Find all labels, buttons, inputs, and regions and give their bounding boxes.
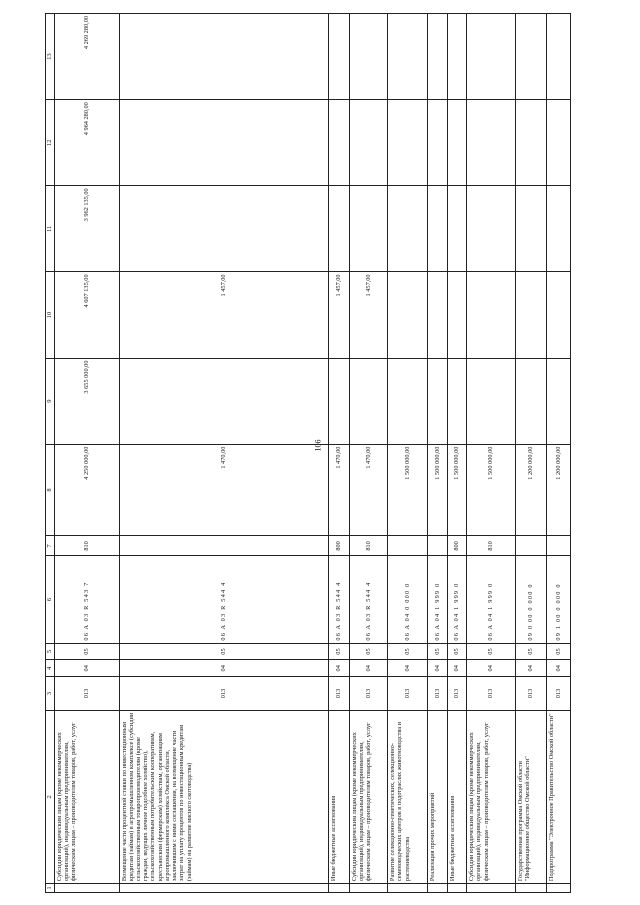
column-header-10: 10 bbox=[46, 272, 55, 358]
row-spacer-cell bbox=[119, 884, 328, 893]
target-article: 09 1 00 0 000 0 bbox=[547, 556, 571, 643]
amount-col8: 1 500 000,00 bbox=[388, 444, 427, 536]
table-row bbox=[447, 14, 466, 893]
amount-col10: 4 607 135,00 bbox=[55, 272, 120, 358]
admin-code: 013 bbox=[328, 677, 350, 711]
amount-col11 bbox=[427, 186, 447, 272]
admin-code: 013 bbox=[388, 677, 427, 711]
table-row bbox=[119, 14, 328, 893]
column-header-1: 1 bbox=[46, 884, 55, 893]
subsection: 05 bbox=[516, 643, 547, 660]
amount-col9 bbox=[427, 358, 447, 444]
subsection: 05 bbox=[328, 643, 350, 660]
amount-col12 bbox=[350, 100, 388, 186]
column-header-11: 11 bbox=[46, 186, 55, 272]
column-header-12: 12 bbox=[46, 100, 55, 186]
amount-col11 bbox=[516, 186, 547, 272]
subsection: 05 bbox=[547, 643, 571, 660]
column-header-8: 8 bbox=[46, 444, 55, 536]
expense-type bbox=[119, 536, 328, 556]
subsection: 05 bbox=[388, 643, 427, 660]
row-name: Иные бюджетные ассигнования bbox=[447, 710, 466, 883]
section: 04 bbox=[388, 660, 427, 677]
amount-col9 bbox=[547, 358, 571, 444]
amount-col12: 4 964 280,00 bbox=[55, 100, 120, 186]
row-name: Реализация прочих мероприятий bbox=[427, 710, 447, 883]
target-article: 09 0 00 0 000 0 bbox=[516, 556, 547, 643]
amount-col13 bbox=[427, 14, 447, 100]
amount-col13 bbox=[350, 14, 388, 100]
expense-type: 810 bbox=[55, 536, 120, 556]
amount-col10: 1 457,00 bbox=[119, 272, 328, 358]
amount-col8: 1 200 000,00 bbox=[547, 444, 571, 536]
amount-col11 bbox=[328, 186, 350, 272]
amount-col13 bbox=[447, 14, 466, 100]
row-name: Субсидии юридическим лицам (кроме некоммерческих организаций), индивидуальным предпринимателям, физическим лицам – производителям товаров, работ, услуг bbox=[55, 710, 120, 883]
row-spacer-cell bbox=[427, 884, 447, 893]
section: 04 bbox=[119, 660, 328, 677]
amount-col8: 1 200 000,00 bbox=[516, 444, 547, 536]
amount-col12 bbox=[427, 100, 447, 186]
amount-col8: 1 500 000,00 bbox=[427, 444, 447, 536]
amount-col8: 1 470,00 bbox=[350, 444, 388, 536]
amount-col10 bbox=[447, 272, 466, 358]
amount-col12 bbox=[547, 100, 571, 186]
amount-col13 bbox=[328, 14, 350, 100]
amount-col9 bbox=[467, 358, 516, 444]
target-article: 06 A 03 R 544 4 bbox=[119, 556, 328, 643]
amount-col11 bbox=[467, 186, 516, 272]
admin-code: 013 bbox=[447, 677, 466, 711]
column-header-6: 6 bbox=[46, 556, 55, 643]
amount-col13 bbox=[388, 14, 427, 100]
table-row bbox=[328, 14, 350, 893]
expense-type bbox=[388, 536, 427, 556]
amount-col11 bbox=[547, 186, 571, 272]
section: 04 bbox=[350, 660, 388, 677]
column-header-2: 2 bbox=[46, 710, 55, 883]
admin-code: 013 bbox=[547, 677, 571, 711]
table-row bbox=[547, 14, 571, 893]
column-header-4: 4 bbox=[46, 660, 55, 677]
page-number: 106 bbox=[313, 439, 323, 452]
column-header-13: 13 bbox=[46, 14, 55, 100]
admin-code: 013 bbox=[55, 677, 120, 711]
amount-col9 bbox=[328, 358, 350, 444]
table-row bbox=[388, 14, 427, 893]
amount-col11: 3 962 135,00 bbox=[55, 186, 120, 272]
expense-type: 810 bbox=[350, 536, 388, 556]
amount-col9 bbox=[388, 358, 427, 444]
target-article: 06 A 03 R 543 7 bbox=[55, 556, 120, 643]
subsection: 05 bbox=[350, 643, 388, 660]
column-header-3: 3 bbox=[46, 677, 55, 711]
amount-col10: 1 457,00 bbox=[350, 272, 388, 358]
table-row bbox=[516, 14, 547, 893]
amount-col12 bbox=[119, 100, 328, 186]
expense-type bbox=[547, 536, 571, 556]
amount-col13 bbox=[119, 14, 328, 100]
amount-col10 bbox=[388, 272, 427, 358]
row-spacer-cell bbox=[350, 884, 388, 893]
row-name: Подпрограмма "Электронное Правительство Омской области" bbox=[547, 710, 571, 883]
amount-col9: 3 655 000,00 bbox=[55, 358, 120, 444]
amount-col12 bbox=[516, 100, 547, 186]
table-row bbox=[55, 14, 120, 893]
subsection: 05 bbox=[467, 643, 516, 660]
row-name: Субсидии юридическим лицам (кроме некоммерческих организаций), индивидуальным предпринимателям, физическим лицам – производителям товаров, работ, услуг bbox=[467, 710, 516, 883]
expense-type: 810 bbox=[467, 536, 516, 556]
budget-table bbox=[45, 13, 571, 893]
row-spacer-cell bbox=[447, 884, 466, 893]
section: 04 bbox=[467, 660, 516, 677]
admin-code: 013 bbox=[467, 677, 516, 711]
amount-col10: 1 457,00 bbox=[328, 272, 350, 358]
section: 04 bbox=[55, 660, 120, 677]
row-spacer-cell bbox=[547, 884, 571, 893]
amount-col13 bbox=[467, 14, 516, 100]
section: 04 bbox=[328, 660, 350, 677]
subsection: 05 bbox=[55, 643, 120, 660]
row-name: Развитие селекционно-генетических, селекционно-семеноводческих центров в подотраслях животноводства и растениеводства bbox=[388, 710, 427, 883]
admin-code: 013 bbox=[516, 677, 547, 711]
expense-type bbox=[516, 536, 547, 556]
target-article: 06 A 04 1 999 0 bbox=[427, 556, 447, 643]
amount-col10 bbox=[467, 272, 516, 358]
row-name: Субсидии юридическим лицам (кроме некоммерческих организаций), индивидуальным предпринимателям, физическим лицам – производителям товаров, работ, услуг bbox=[350, 710, 388, 883]
row-spacer-cell bbox=[388, 884, 427, 893]
table-row bbox=[427, 14, 447, 893]
budget-table-wrapper bbox=[45, 13, 571, 893]
admin-code: 013 bbox=[350, 677, 388, 711]
row-spacer-cell bbox=[328, 884, 350, 893]
section: 04 bbox=[516, 660, 547, 677]
amount-col11 bbox=[350, 186, 388, 272]
expense-type: 800 bbox=[328, 536, 350, 556]
section: 04 bbox=[547, 660, 571, 677]
amount-col13 bbox=[547, 14, 571, 100]
amount-col9 bbox=[516, 358, 547, 444]
target-article: 06 A 03 R 544 4 bbox=[350, 556, 388, 643]
expense-type bbox=[427, 536, 447, 556]
target-article: 06 A 04 1 999 0 bbox=[447, 556, 466, 643]
amount-col8: 4 250 000,00 bbox=[55, 444, 120, 536]
table-row bbox=[467, 14, 516, 893]
column-header-9: 9 bbox=[46, 358, 55, 444]
target-article: 06 A 03 R 544 4 bbox=[328, 556, 350, 643]
amount-col11 bbox=[119, 186, 328, 272]
row-name: Государственная программа Омской области "Информационное общество Омской области" bbox=[516, 710, 547, 883]
amount-col13: 4 269 280,00 bbox=[55, 14, 120, 100]
amount-col10 bbox=[547, 272, 571, 358]
amount-col12 bbox=[447, 100, 466, 186]
target-article: 06 A 04 0 000 0 bbox=[388, 556, 427, 643]
amount-col10 bbox=[516, 272, 547, 358]
row-name: Иные бюджетные ассигнования bbox=[328, 710, 350, 883]
subsection: 05 bbox=[447, 643, 466, 660]
subsection: 05 bbox=[427, 643, 447, 660]
amount-col8: 1 500 000,00 bbox=[447, 444, 466, 536]
column-header-5: 5 bbox=[46, 643, 55, 660]
amount-col8: 1 500 000,00 bbox=[467, 444, 516, 536]
amount-col10 bbox=[427, 272, 447, 358]
table-row bbox=[350, 14, 388, 893]
amount-col11 bbox=[388, 186, 427, 272]
subsection: 05 bbox=[119, 643, 328, 660]
row-spacer-cell bbox=[55, 884, 120, 893]
admin-code: 013 bbox=[119, 677, 328, 711]
amount-col9 bbox=[350, 358, 388, 444]
amount-col8: 1 470,00 bbox=[328, 444, 350, 536]
row-spacer-cell bbox=[516, 884, 547, 893]
section: 04 bbox=[447, 660, 466, 677]
target-article: 06 A 04 1 999 0 bbox=[467, 556, 516, 643]
section: 04 bbox=[427, 660, 447, 677]
amount-col11 bbox=[447, 186, 466, 272]
admin-code: 013 bbox=[427, 677, 447, 711]
amount-col9 bbox=[119, 358, 328, 444]
column-number-row bbox=[46, 14, 55, 893]
amount-col12 bbox=[328, 100, 350, 186]
row-name: Возмещение части процентной ставки по инвестиционным кредитам (займам) в агропромышленном комплексе (субсидии сельскохозяйственным товаропроизводителям (кроме граждан, ведущих личное подсобное хозяйство), сельскохозяйственным потребительским кооперативам, крестьянским (фермерским) хозяйствам, организациям агропромышленного комплекса Омской области, заключившим с ними соглашения, на возмещение части затрат на уплату процентов по инвестиционным кредитам (займам) на развитие мясного скотоводства) bbox=[119, 710, 328, 883]
row-spacer-cell bbox=[467, 884, 516, 893]
amount-col9 bbox=[447, 358, 466, 444]
expense-type: 800 bbox=[447, 536, 466, 556]
amount-col8: 1 470,00 bbox=[119, 444, 328, 536]
amount-col12 bbox=[467, 100, 516, 186]
amount-col13 bbox=[516, 14, 547, 100]
column-header-7: 7 bbox=[46, 536, 55, 556]
amount-col12 bbox=[388, 100, 427, 186]
